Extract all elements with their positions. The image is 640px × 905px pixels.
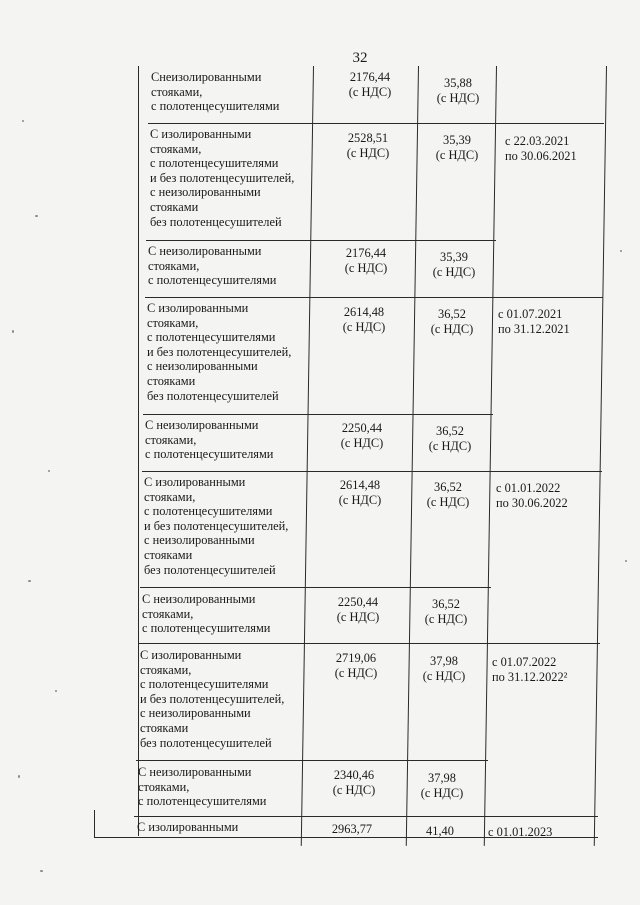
column-divider-2 [406, 66, 419, 846]
cell-price: 2719,06 (с НДС) [334, 651, 378, 680]
cell-riser-type: С неизолированными стояками, с полотенцесушителями [142, 592, 271, 636]
scan-noise [35, 215, 38, 217]
cell-rate: 36,52 (с НДС) [430, 307, 474, 336]
row-line [138, 643, 600, 644]
cell-period: с 01.01.2022 по 30.06.2022 [496, 481, 568, 510]
cell-riser-type: С неизолированными стояками, с полотенцесушителями [148, 244, 277, 288]
cell-price: 2250,44 (с НДС) [340, 421, 384, 450]
row-line [142, 471, 602, 472]
row-line [148, 123, 604, 124]
cell-rate: 41,40 [426, 824, 454, 838]
cell-riser-type: С неизолированными стояками, с полотенцесушителями [138, 765, 267, 809]
scan-noise [28, 580, 31, 582]
cell-riser-type: Снеизолированными стояками, с полотенцесушителями [151, 70, 280, 114]
table-left-outer-border [94, 810, 95, 838]
scan-noise [620, 250, 622, 252]
cell-riser-type: С изолированными стояками, с полотенцесушителями и без полотенцесушителей, с неизолированными стояками без полотенцесушителей [144, 475, 289, 577]
cell-riser-type: С изолированными [137, 820, 239, 834]
table-left-inner-border [138, 66, 139, 836]
row-line [146, 240, 496, 241]
cell-riser-type: С изолированными стояками, с полотенцесушителями и без полотенцесушителей, с неизолированными стояками без полотенцесушителей [150, 127, 295, 229]
cell-price: 2963,77 [331, 822, 373, 836]
row-line [134, 816, 598, 817]
column-divider-1 [301, 66, 314, 846]
cell-period: с 01.01.2023 [488, 825, 553, 839]
cell-rate: 36,52 (с НДС) [426, 480, 470, 509]
scan-noise [625, 560, 627, 562]
scan-noise [55, 690, 57, 692]
row-line [143, 414, 493, 415]
cell-rate: 36,52 (с НДС) [424, 597, 468, 626]
cell-period: с 01.07.2021 по 31.12.2021 [498, 307, 570, 336]
scan-noise [12, 330, 14, 333]
cell-price: 2176,44 (с НДС) [348, 70, 392, 99]
cell-riser-type: С изолированными стояками, с полотенцесушителями и без полотенцесушителей, с неизолированными стояками без полотенцесушителей [140, 648, 285, 750]
column-divider-3 [484, 66, 497, 846]
row-line [136, 760, 488, 761]
cell-price: 2528,51 (с НДС) [346, 131, 390, 160]
cell-riser-type: С неизолированными стояками, с полотенцесушителями [145, 418, 274, 462]
cell-rate: 36,52 (с НДС) [428, 424, 472, 453]
cell-period: с 22.03.2021 по 30.06.2021 [505, 134, 577, 163]
page-number: 32 [352, 50, 368, 66]
cell-rate: 37,98 (с НДС) [420, 771, 464, 800]
cell-period: с 01.07.2022 по 31.12.2022² [492, 655, 568, 684]
cell-price: 2614,48 (с НДС) [342, 305, 386, 334]
cell-price: 2250,44 (с НДС) [336, 595, 380, 624]
cell-price: 2614,48 (с НДС) [338, 478, 382, 507]
cell-riser-type: С изолированными стояками, с полотенцесушителями и без полотенцесушителей, с неизолированными стояками без полотенцесушителей [147, 301, 292, 403]
cell-rate: 35,88 (с НДС) [436, 76, 480, 105]
cell-price: 2340,46 (с НДС) [332, 768, 376, 797]
scan-noise [48, 470, 50, 472]
cell-rate: 35,39 (с НДС) [432, 250, 476, 279]
scan-noise [18, 775, 20, 778]
row-line [145, 297, 603, 298]
cell-rate: 37,98 (с НДС) [422, 654, 466, 683]
cell-rate: 35,39 (с НДС) [435, 133, 479, 162]
row-line [140, 587, 491, 588]
table-right-border [594, 66, 607, 846]
scan-noise [40, 870, 43, 872]
cell-price: 2176,44 (с НДС) [344, 246, 388, 275]
scan-noise [22, 120, 24, 122]
